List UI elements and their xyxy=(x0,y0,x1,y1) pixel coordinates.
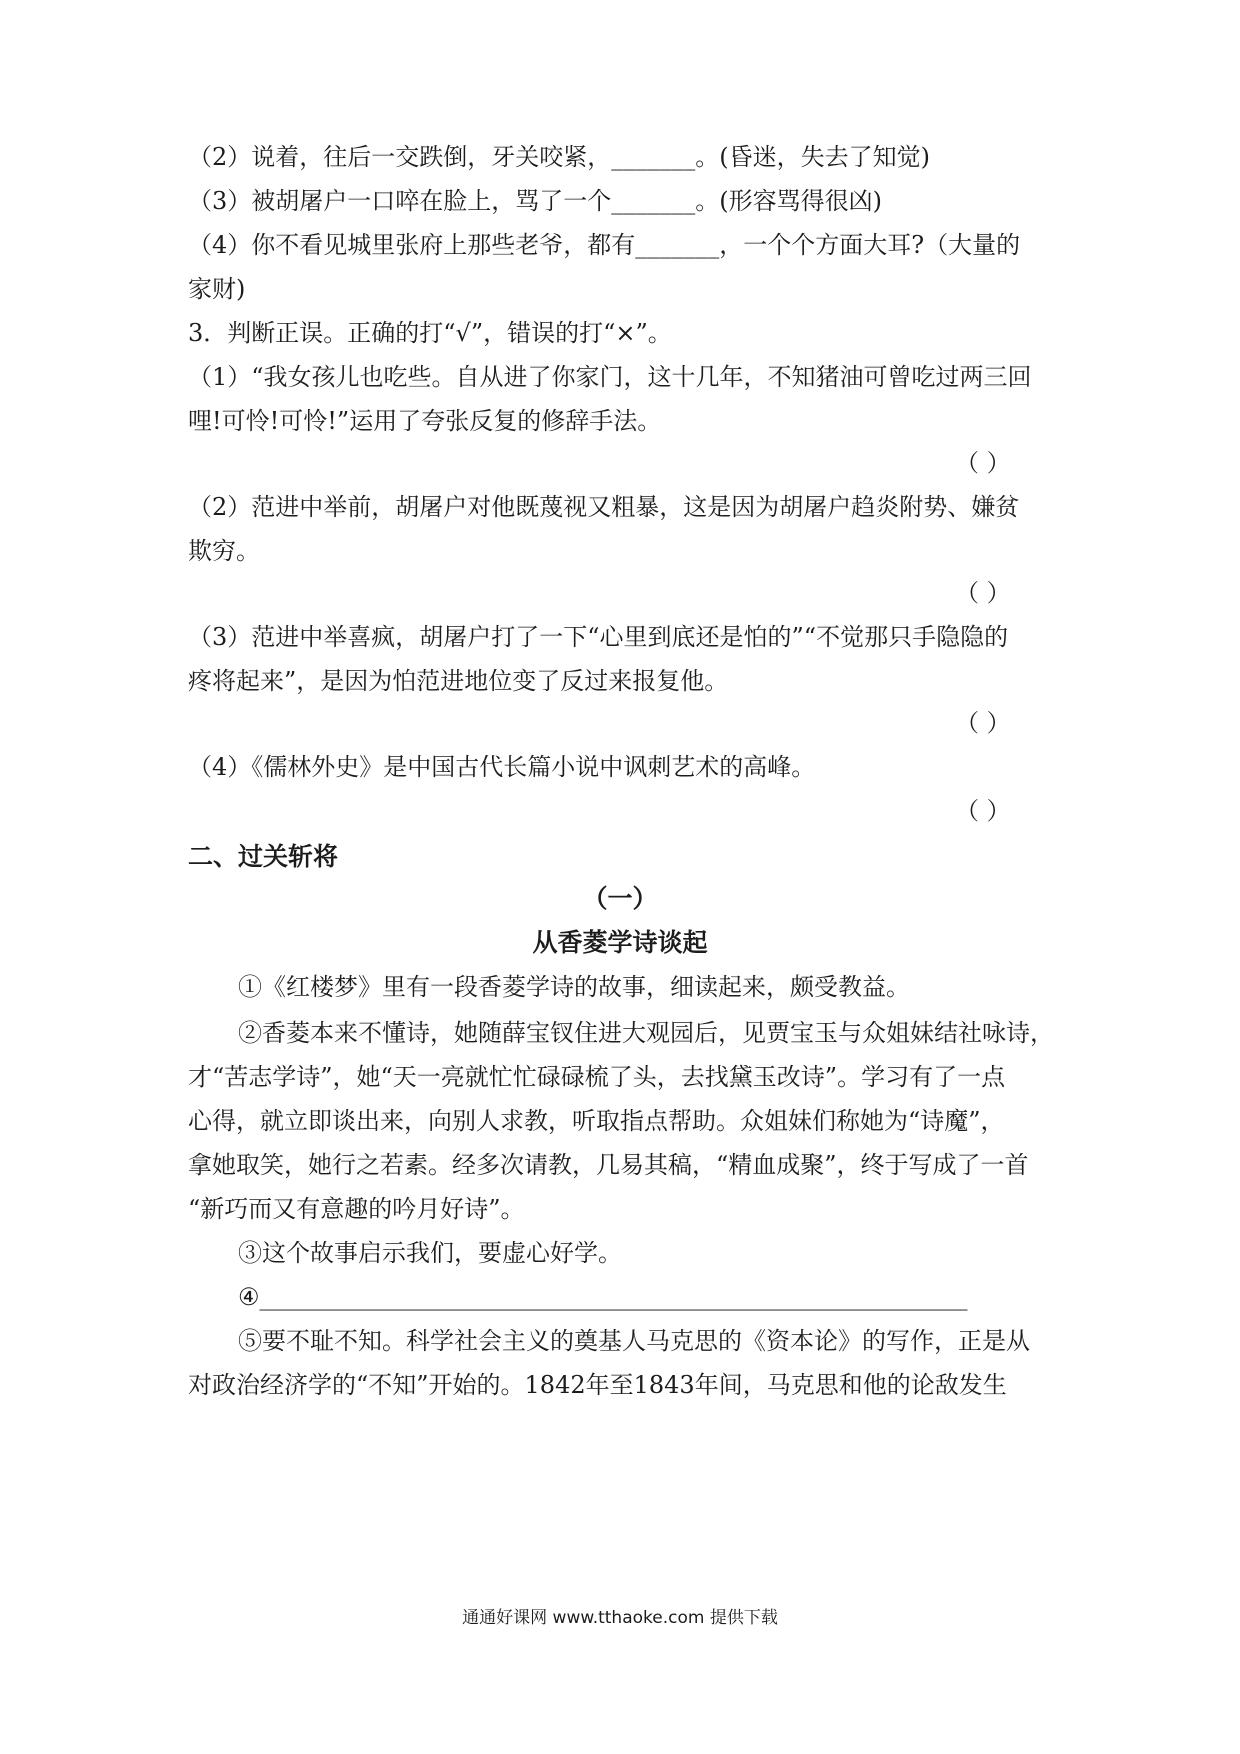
article-paragraph-2-line-3: 心得，就立即谈出来，向别人求教，听取指点帮助。众姐妹们称她为“诗魔”， xyxy=(188,1107,1005,1135)
q3-item-1-line-1: （1）“我女孩儿也吃些。自从进了你家门，这十几年，不知猪油可曾吃过两三回 xyxy=(188,363,1032,391)
q3-item-4-answer-blank: （ ） xyxy=(955,797,1011,825)
q2-item-4-cont: 家财) xyxy=(188,275,246,303)
section-heading: 二、过关斩将 xyxy=(188,842,339,871)
q3-item-3-line-1: （3）范进中举喜疯，胡屠户打了一下“心里到底还是怕的”“不觉那只手隐隐的 xyxy=(188,623,1009,651)
q3-item-1-line-2: 哩!可怜!可怜!”运用了夸张反复的修辞手法。 xyxy=(188,407,662,435)
q3-item-4-line-1: （4）《儒林外史》是中国古代长篇小说中讽刺艺术的高峰。 xyxy=(188,753,816,781)
article-paragraph-2-line-2: 才“苦志学诗”，她“天一亮就忙忙碌碌梳了头，去找黛玉改诗”。学习有了一点 xyxy=(188,1063,1006,1091)
q3-item-2-answer-blank: （ ） xyxy=(955,579,1011,607)
q3-item-3-answer-blank: （ ） xyxy=(955,709,1011,737)
part-label: （一） xyxy=(582,884,658,913)
q3-item-2-line-2: 欺穷。 xyxy=(188,537,260,565)
q3-item-3-line-2: 疼将起来”，是因为怕范进地位变了反过来报复他。 xyxy=(188,667,729,695)
q3-item-2-line-1: （2）范进中举前，胡屠户对他既蔑视又粗暴，这是因为胡屠户趋炎附势、嫌贫 xyxy=(188,493,1020,521)
article-paragraph-5-line-2: 对政治经济学的“不知”开始的。1842年至1843年间，马克思和他的论敌发生 xyxy=(188,1371,1007,1399)
article-paragraph-2-line-5: “新巧而又有意趣的吟月好诗”。 xyxy=(188,1195,525,1223)
article-paragraph-2-line-4: 拿她取笑，她行之若素。经多次请教，几易其稿，“精血成聚”，终于写成了一首 xyxy=(188,1151,1029,1179)
article-paragraph-2-line-1: ②香菱本来不懂诗，她随薛宝钗住进大观园后，见贾宝玉与众姐妹结社咏诗， xyxy=(238,1019,1054,1047)
article-paragraph-1: ①《红楼梦》里有一段香菱学诗的故事，细读起来，颇受教益。 xyxy=(238,973,910,1001)
article-title: 从香菱学诗谈起 xyxy=(532,928,708,957)
q2-item-3: （3）被胡屠户一口啐在脸上，骂了一个_______。(形容骂得很凶) xyxy=(188,187,882,215)
article-paragraph-3: ③这个故事启示我们，要虚心好学。 xyxy=(238,1239,622,1267)
page-footer: 通通好课网 www.tthaoke.com 提供下载 xyxy=(462,1608,778,1628)
q3-title: 3．判断正误。正确的打“√”，错误的打“×”。 xyxy=(188,319,672,347)
q3-item-1-answer-blank: （ ） xyxy=(955,449,1011,477)
article-paragraph-4-blank: ④___________________________________________________________ xyxy=(238,1283,968,1311)
article-paragraph-5-line-1: ⑤要不耻不知。科学社会主义的奠基人马克思的《资本论》的写作，正是从 xyxy=(238,1327,1030,1355)
q2-item-4: （4）你不看见城里张府上那些老爷，都有_______，一个个方面大耳?（大量的 xyxy=(188,231,1021,259)
q2-item-2: （2）说着，往后一交跌倒，牙关咬紧，_______。(昏迷，失去了知觉) xyxy=(188,143,930,171)
